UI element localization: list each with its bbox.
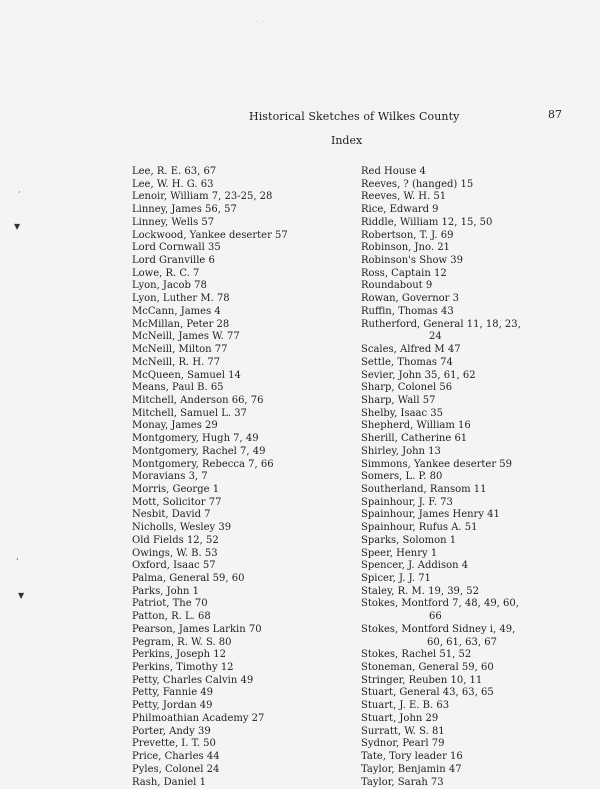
index-entry: Sharp, Colonel 56 [361, 382, 521, 395]
index-entry: Pearson, James Larkin 70 [132, 624, 288, 637]
index-entry: Stuart, General 43, 63, 65 [361, 687, 521, 700]
index-entry: Lockwood, Yankee deserter 57 [132, 230, 288, 243]
index-entry: Rowan, Governor 3 [361, 293, 521, 306]
index-entry: Petty, Jordan 49 [132, 700, 288, 713]
index-entry: Stoneman, General 59, 60 [361, 662, 521, 675]
index-entry: Reeves, ? (hanged) 15 [361, 179, 521, 192]
index-entry: Lord Cornwall 35 [132, 242, 288, 255]
index-entry: Sparks, Solomon 1 [361, 535, 521, 548]
index-entry: Surratt, W. S. 81 [361, 726, 521, 739]
scan-speck-icon: ‘ [16, 557, 19, 566]
index-entry: Ross, Captain 12 [361, 268, 521, 281]
index-entry: Montgomery, Hugh 7, 49 [132, 433, 288, 446]
index-entry: Mitchell, Samuel L. 37 [132, 408, 288, 421]
index-entry: Stokes, Rachel 51, 52 [361, 649, 521, 662]
index-entry: Rash, Daniel 1 [132, 777, 288, 789]
index-entry: Owings, W. B. 53 [132, 548, 288, 561]
index-entry: Stuart, J. E. B. 63 [361, 700, 521, 713]
index-entry: Spainhour, James Henry 41 [361, 509, 521, 522]
index-entry: Nesbit, David 7 [132, 509, 288, 522]
index-entry: Somers, L. P. 80 [361, 471, 521, 484]
index-entry: Linney, James 56, 57 [132, 204, 288, 217]
index-entry: Monay, James 29 [132, 420, 288, 433]
page-number: 87 [548, 108, 562, 121]
index-entry: Simmons, Yankee deserter 59 [361, 459, 521, 472]
index-entry: Roundabout 9 [361, 280, 521, 293]
index-entry: Stuart, John 29 [361, 713, 521, 726]
index-entry: Stokes, Montford Sidney i, 49, [361, 624, 521, 637]
index-entry: Robertson, T. J. 69 [361, 230, 521, 243]
index-entry: Prevette, I. T. 50 [132, 738, 288, 751]
index-entry: Parks, John 1 [132, 586, 288, 599]
index-entry: Palma, General 59, 60 [132, 573, 288, 586]
index-entry: Montgomery, Rebecca 7, 66 [132, 459, 288, 472]
index-entry: Lyon, Luther M. 78 [132, 293, 288, 306]
index-entry: Patton, R. L. 68 [132, 611, 288, 624]
index-entry: McNeill, R. H. 77 [132, 357, 288, 370]
index-entry: Speer, Henry 1 [361, 548, 521, 561]
scan-speck-icon: ▼ [14, 222, 20, 231]
index-entry: Ruffin, Thomas 43 [361, 306, 521, 319]
index-entry-continuation: 24 [361, 331, 521, 344]
index-entry: Rutherford, General 11, 18, 23, [361, 319, 521, 332]
index-entry: Perkins, Timothy 12 [132, 662, 288, 675]
index-entry: Mott, Solicitor 77 [132, 497, 288, 510]
index-entry: Southerland, Ransom 11 [361, 484, 521, 497]
index-entry: Philmoathian Academy 27 [132, 713, 288, 726]
index-entry: Petty, Charles Calvin 49 [132, 675, 288, 688]
index-entry: Lee, W. H. G. 63 [132, 179, 288, 192]
index-column-left [132, 166, 288, 789]
index-entry: Shirley, John 13 [361, 446, 521, 459]
index-entry: Morris, George 1 [132, 484, 288, 497]
index-entry: Lyon, Jacob 78 [132, 280, 288, 293]
index-entry: Taylor, Sarah 73 [361, 777, 521, 789]
index-entry: Petty, Fannie 49 [132, 687, 288, 700]
index-entry: Lord Granville 6 [132, 255, 288, 268]
index-entry: Shelby, Isaac 35 [361, 408, 521, 421]
index-entry: Patriot, The 70 [132, 598, 288, 611]
index-entry: Porter, Andy 39 [132, 726, 288, 739]
index-entry: Settle, Thomas 74 [361, 357, 521, 370]
index-entry: Sherill, Catherine 61 [361, 433, 521, 446]
index-entry: Robinson, Jno. 21 [361, 242, 521, 255]
index-entry: Reeves, W. H. 51 [361, 191, 521, 204]
index-entry: Rice, Edward 9 [361, 204, 521, 217]
index-entry: Price, Charles 44 [132, 751, 288, 764]
index-entry: Robinson's Show 39 [361, 255, 521, 268]
index-entry: Spicer, J. J. 71 [361, 573, 521, 586]
index-entry: McMillan, Peter 28 [132, 319, 288, 332]
page-title: Historical Sketches of Wilkes County [249, 110, 459, 123]
index-entry: Mitchell, Anderson 66, 76 [132, 395, 288, 408]
scan-speck-icon: ’ [18, 190, 21, 199]
index-entry: Staley, R. M. 19, 39, 52 [361, 586, 521, 599]
index-entry: McQueen, Samuel 14 [132, 370, 288, 383]
section-heading: Index [331, 134, 362, 147]
index-entry: Tate, Tory leader 16 [361, 751, 521, 764]
index-entry: Spencer, J. Addison 4 [361, 560, 521, 573]
index-entry: Spainhour, Rufus A. 51 [361, 522, 521, 535]
index-entry: Pegram, R. W. S. 80 [132, 637, 288, 650]
index-entry: McCann, James 4 [132, 306, 288, 319]
index-column-right [361, 166, 521, 789]
scan-artifact: · · · [256, 18, 272, 26]
index-entry: Lee, R. E. 63, 67 [132, 166, 288, 179]
index-entry-continuation: 66 [361, 611, 521, 624]
index-entry: Montgomery, Rachel 7, 49 [132, 446, 288, 459]
index-entry: Nicholls, Wesley 39 [132, 522, 288, 535]
index-entry: Pyles, Colonel 24 [132, 764, 288, 777]
index-entry: Stokes, Montford 7, 48, 49, 60, [361, 598, 521, 611]
index-entry: Lowe, R. C. 7 [132, 268, 288, 281]
index-entry: Stringer, Reuben 10, 11 [361, 675, 521, 688]
index-entry: Oxford, Isaac 57 [132, 560, 288, 573]
index-entry: Lenoir, William 7, 23-25, 28 [132, 191, 288, 204]
index-entry: Moravians 3, 7 [132, 471, 288, 484]
index-entry: McNeill, Milton 77 [132, 344, 288, 357]
index-entry: Sharp, Wall 57 [361, 395, 521, 408]
index-entry: Sevier, John 35, 61, 62 [361, 370, 521, 383]
index-entry: Taylor, Benjamin 47 [361, 764, 521, 777]
index-entry: Linney, Wells 57 [132, 217, 288, 230]
index-entry: Means, Paul B. 65 [132, 382, 288, 395]
index-entry: Old Fields 12, 52 [132, 535, 288, 548]
index-entry: Spainhour, J. F. 73 [361, 497, 521, 510]
index-entry: Shepherd, William 16 [361, 420, 521, 433]
index-entry: McNeill, James W. 77 [132, 331, 288, 344]
scan-speck-icon: ▼ [18, 591, 24, 600]
index-entry: Riddle, William 12, 15, 50 [361, 217, 521, 230]
index-entry-continuation: 60, 61, 63, 67 [361, 637, 521, 650]
index-entry: Perkins, Joseph 12 [132, 649, 288, 662]
index-entry: Scales, Alfred M 47 [361, 344, 521, 357]
index-entry: Red House 4 [361, 166, 521, 179]
index-entry: Sydnor, Pearl 79 [361, 738, 521, 751]
